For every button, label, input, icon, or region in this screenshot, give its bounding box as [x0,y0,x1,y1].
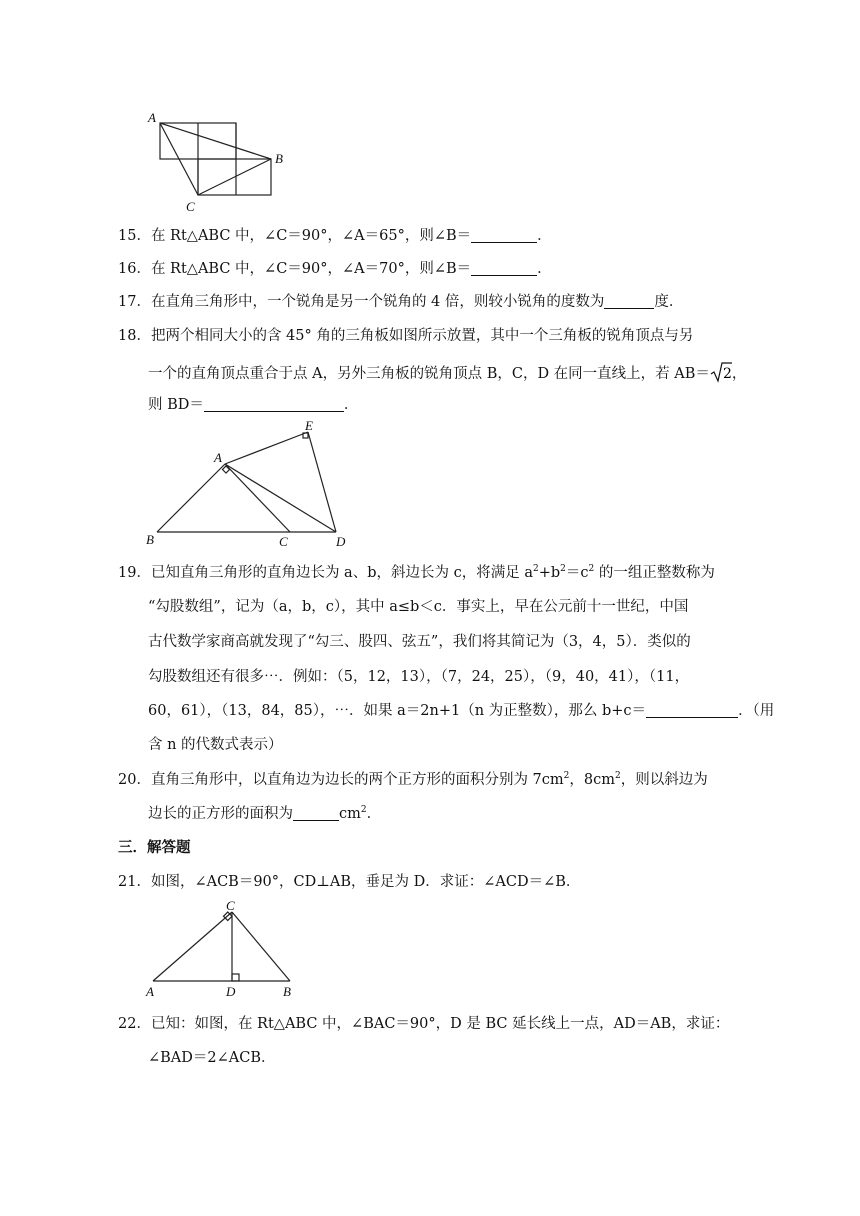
question-19-line-5: 60，61），（13，84，85），⋯．如果 a＝2n+1（n 为正整数），那么 b+c＝ ．（用 [148,703,775,719]
figure-set-squares [140,418,360,550]
question-21: 21．如图，∠ACB＝90°，CD⊥AB，垂足为 D．求证：∠ACD＝∠B． [118,874,581,890]
fig3-label-a: A [146,984,154,999]
question-18-line-2: 一个的直角顶点重合于点 A，另外三角板的锐角顶点 B，C，D 在同一直线上，若 AB＝ 2 ， [148,361,746,384]
question-22-line-2: ∠BAD＝2∠ACB． [148,1050,276,1066]
question-20-line-1: 20．直角三角形中，以直角边为边长的两个正方形的面积分别为 $7cm^2$，$8cm^2$，则以斜边为 [118,771,708,788]
fig2-label-c: C [279,534,288,549]
question-19-line-3: 古代数学家商高就发现了“勾三、股四、弦五”，我们将其简记为（3，4，5）．类似的 [148,634,691,650]
fig1-label-b: B [275,151,283,166]
figure-right-triangle-altitude [140,898,310,1002]
question-18-line-3: 则 BD＝ ． [148,397,359,413]
question-15: 15．在 Rt△ABC 中，∠C＝90°，∠A＝65°，则∠B＝ ． [118,228,552,244]
answer-blank[interactable] [204,397,344,412]
answer-blank[interactable] [646,703,738,718]
question-19-line-1: 19．已知直角三角形的直角边长为 a、b，斜边长为 c，将满足 $a^2+b^2=c^2$ 的一组正整数称为 [118,564,715,581]
question-18-line-1: 18．把两个相同大小的含 45° 角的三角板如图所示放置，其中一个三角板的锐角顶点与另 [118,328,694,344]
question-19-line-6: 含 n 的代数式表示） [148,737,283,753]
question-20-line-2: 边长的正方形的面积为 $cm^2$． [148,805,382,822]
fig2-label-e: E [305,418,313,433]
section-heading: 三．解答题 [118,839,191,856]
fig2-label-a: A [214,450,222,465]
question-22-line-1: 22．已知：如图，在 Rt△ABC 中，∠BAC＝90°，D 是 BC 延长线上一点，AD＝AB，求证： [118,1016,730,1032]
question-17: 17．在直角三角形中，一个锐角是另一个锐角的 4 倍，则较小锐角的度数为 度． [118,294,684,310]
sqrt-symbol [710,361,732,384]
answer-blank[interactable] [293,806,339,821]
question-19-line-2: “勾股数组”，记为（a，b，c），其中 a≤b＜c．事实上，早在公元前十一世纪，中国 [148,599,689,615]
fig2-label-d: D [336,534,346,549]
svg-text:2: 2 [722,366,732,382]
fig3-label-d: D [226,984,236,999]
fig1-label-a: A [148,110,156,125]
answer-blank[interactable] [471,228,537,243]
fig2-label-b: B [146,532,154,547]
fig3-label-c: C [226,898,235,913]
fig3-label-b: B [283,984,291,999]
answer-blank[interactable] [471,261,537,276]
question-16: 16．在 Rt△ABC 中，∠C＝90°，∠A＝70°，则∠B＝ ． [118,261,552,277]
question-19-line-4: 勾股数组还有很多⋯．例如：（5，12，13），（7，24，25），（9，40，41），（11， [148,669,690,685]
figure-grid-triangle [140,105,290,215]
fig1-label-c: C [186,199,195,214]
answer-blank[interactable] [604,294,654,309]
